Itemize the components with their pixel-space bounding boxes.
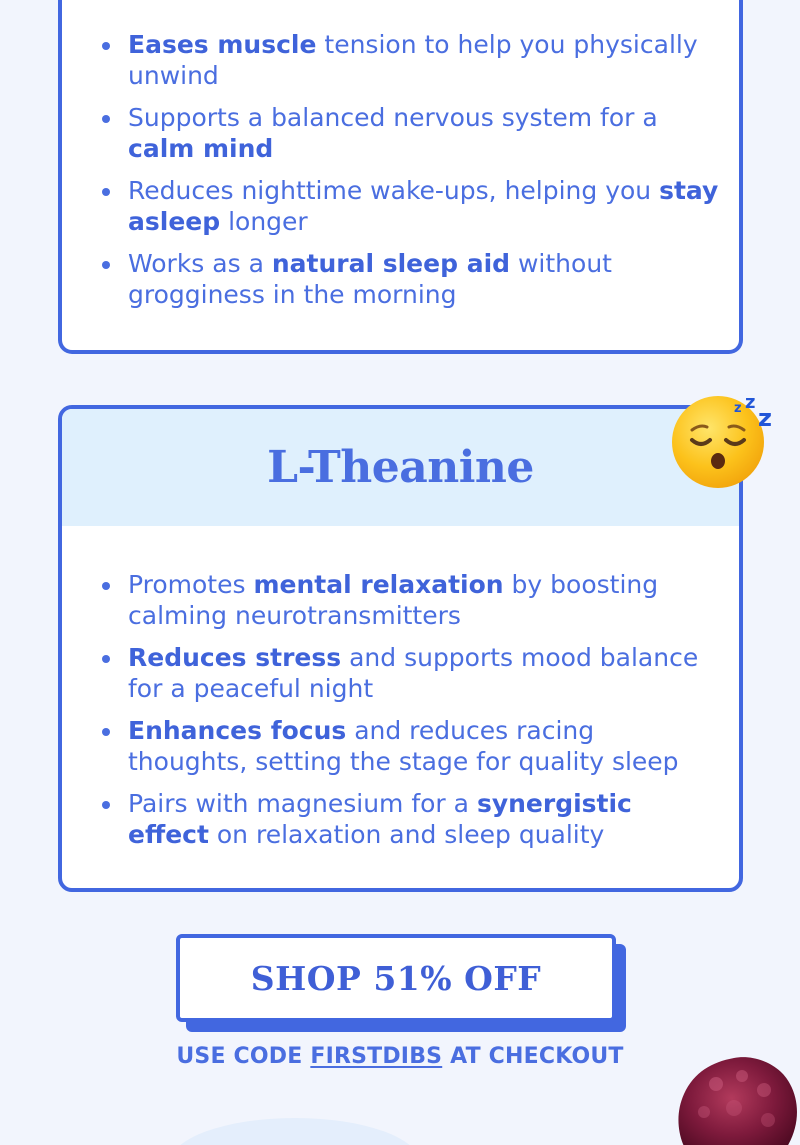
benefit-text: Reduces nighttime wake-ups, helping you [128,176,660,205]
shop-cta-wrapper [176,934,626,1032]
decorative-blob [170,1118,420,1145]
gummy-icon [664,1050,800,1145]
benefit-item [102,29,719,91]
promo-code: FIRSTDIBS [310,1044,443,1069]
benefit-text: on relaxation and sleep quality [208,820,605,849]
benefit-item [102,175,719,237]
theanine-card-header [62,409,739,526]
svg-text:z: z [734,401,742,416]
benefit-text: longer [220,207,308,236]
magnesium-benefit-list [102,29,719,321]
promo-prefix: USE CODE [176,1044,311,1069]
benefit-text: tension to help you physically unwind [128,30,698,90]
benefit-highlight: Enhances focus [128,716,347,745]
benefit-item [102,715,719,777]
benefit-text: Works as a [128,249,272,278]
theanine-benefit-list [102,569,719,861]
benefit-item [102,248,719,310]
benefit-highlight: calm mind [128,134,274,163]
benefit-item [102,642,719,704]
benefit-highlight: synergistic effect [128,789,632,849]
benefit-text: and supports mood balance for a peaceful night [128,643,699,703]
benefit-text: Pairs with magnesium for a [128,789,477,818]
benefit-highlight: mental relaxation [253,570,504,599]
svg-text:z: z [758,404,772,432]
benefit-text: Promotes [128,570,254,599]
benefit-highlight: natural sleep aid [271,249,511,278]
benefit-highlight: stay asleep [128,176,719,236]
benefit-text: and reduces racing thoughts, setting the stage for quality sleep [128,716,679,776]
benefit-item [102,569,719,631]
benefit-text: by boosting calming neurotransmitters [128,570,659,630]
svg-text:z: z [745,392,756,413]
shop-discount-button[interactable]: SHOP 51% OFF [176,934,616,1022]
theanine-benefits-card [58,405,743,892]
benefit-highlight: Eases muscle [128,30,317,59]
benefit-highlight: Reduces stress [128,643,342,672]
theanine-card-title: L-Theanine [267,442,534,493]
magnesium-benefits-card [58,0,743,354]
benefit-item [102,102,719,164]
benefit-text: Supports a balanced nervous system for a [128,103,658,132]
promo-suffix: AT CHECKOUT [442,1044,624,1069]
benefit-item [102,788,719,850]
benefit-text: without grogginess in the morning [128,249,612,309]
sleeping-face-icon [668,386,774,492]
